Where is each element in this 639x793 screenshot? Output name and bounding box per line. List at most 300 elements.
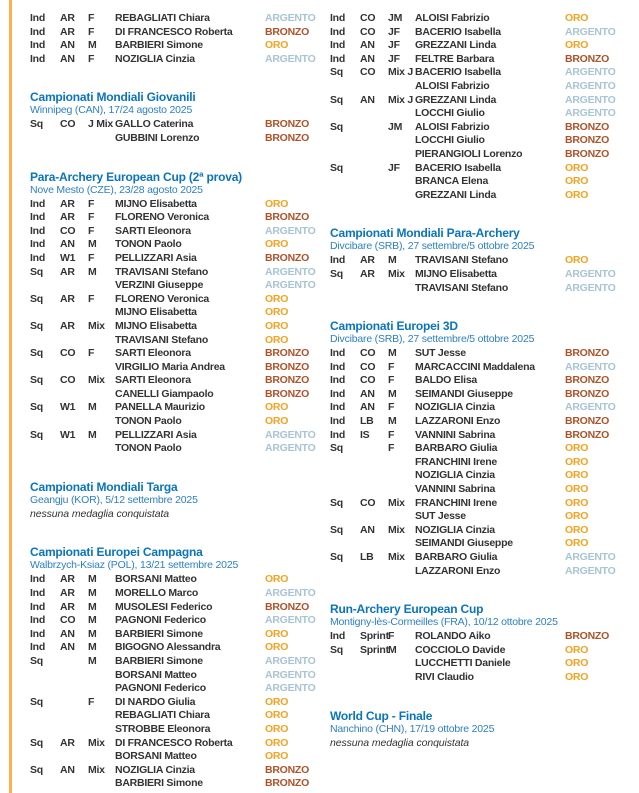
athlete-name: BARBARO Giulia [415,551,498,563]
results-row [330,254,626,268]
row-division: AN [360,401,375,414]
row-class: M [88,238,97,251]
row-class [388,510,415,524]
medal-label: ORO [565,161,589,174]
results-row [330,657,626,671]
results-row [30,198,326,212]
row-type: Ind [30,197,45,210]
medal-label: BRONZO [565,147,609,160]
row-type: Ind [330,428,345,441]
row-type: Sq [330,523,343,536]
row-division: CO [60,347,76,360]
results-row [30,669,326,683]
row-division: LB [360,551,374,563]
results-row [30,764,326,778]
row-class: M [88,614,97,627]
row-class: M [388,415,397,428]
medal-label: ARGENTO [565,564,616,577]
row-type: Ind [330,25,345,38]
row-type: Ind [330,401,345,414]
row-class [88,723,115,737]
row-division [60,669,88,683]
row-division: AN [360,523,375,536]
row-class: Mix [388,496,405,509]
row-type: Ind [330,52,345,65]
results-row [330,66,626,80]
results-row [330,268,626,282]
row-type: Ind [30,238,45,251]
results-row [30,401,326,415]
row-type [30,334,60,348]
row-class: M [388,347,397,360]
row-type: Ind [30,573,45,586]
row-type [330,189,360,203]
athlete-name: BORSANI Matteo [115,573,197,586]
row-division: AN [60,627,75,640]
results-row [30,587,326,601]
row-class: JM [388,120,403,133]
row-type: Ind [330,254,345,267]
row-class: M [88,627,97,640]
row-type: Sq [30,655,43,667]
medal-label: ORO [265,197,289,210]
medal-label: ORO [265,695,289,708]
medal-label: BRONZO [565,347,609,360]
medal-label: BRONZO [265,25,309,38]
medal-label: ORO [565,483,589,496]
row-division [60,361,88,375]
row-type [330,134,360,148]
row-type: Ind [330,415,345,428]
medal-label: ORO [265,415,289,428]
row-type [330,148,360,162]
section-location: Divcibare (SRB), 27 settembre/5 ottobre 2025 [330,240,535,253]
medal-label: BRONZO [265,763,309,776]
row-division [360,657,388,671]
row-class: F [88,12,95,24]
athlete-name: GUBBINI Lorenzo [115,131,200,144]
section-location: Winnipeg (CAN), 17/24 agosto 2025 [30,104,193,117]
athlete-name: BARBIERI Simone [115,627,203,640]
row-class: Mix J [388,93,414,106]
row-division [360,121,388,135]
row-class [88,388,115,402]
medal-label: ARGENTO [265,614,316,627]
row-type: Ind [30,52,45,65]
row-class: Mix [388,267,405,280]
athlete-name: CANELLI Giampaolo [115,387,214,400]
athlete-name: PAGNONI Federico [115,682,206,695]
row-class: JM [388,12,403,24]
results-row [330,537,626,551]
medal-label: BRONZO [565,52,609,65]
row-type [30,279,60,293]
row-type: Sq [30,347,43,360]
row-type [330,469,360,483]
medal-label: BRONZO [265,211,309,224]
athlete-name: MIJNO Elisabetta [115,306,197,319]
event-section [30,90,326,145]
row-type [330,282,360,296]
medal-label: ORO [565,657,589,670]
row-type: Sq [330,66,343,79]
row-division: AR [360,267,375,280]
row-division [360,671,388,685]
section-location: Nove Mesto (CZE), 23/28 agosto 2025 [30,183,203,196]
athlete-name: TONON Paolo [115,238,182,251]
results-row [30,306,326,320]
medal-label: BRONZO [565,134,609,147]
row-class: F [388,428,395,441]
results-row [30,279,326,293]
row-class [88,777,115,791]
row-division: CO [60,118,76,131]
row-division [60,723,88,737]
athlete-name: MIJNO Elisabetta [115,197,197,210]
no-medal-note: nessuna medaglia conquistata [30,507,170,520]
medal-label: ORO [565,496,589,509]
section-location: Geangju (KOR), 5/12 settembre 2025 [30,493,198,506]
section-title: Para-Archery European Cup (2ª prova) [30,169,242,184]
row-type [330,537,360,551]
row-type [30,709,60,723]
row-class [388,565,415,579]
medal-label: ARGENTO [265,279,316,292]
medal-label: BRONZO [265,131,309,144]
results-row [330,134,626,148]
athlete-name: TRAVISANI Stefano [115,265,208,278]
row-type [330,483,360,497]
athlete-name: FLORENO Veronica [115,211,210,224]
results-row [30,252,326,266]
row-division: CO [360,360,376,373]
athlete-name: TRAVISANI Stefano [115,333,208,346]
row-type [330,456,360,470]
results-row [30,211,326,225]
results-row [330,644,626,658]
row-type: Sq [330,496,343,509]
row-type: Sq [330,161,343,174]
athlete-name: DI NARDO Giulia [115,695,196,708]
row-class: F [88,211,95,224]
row-type: Ind [330,630,345,643]
medal-label: ORO [265,750,289,763]
results-row [30,132,326,146]
athlete-name: REBAGLIATI Chiara [115,709,210,722]
row-class: F [88,251,95,264]
athlete-name: BARBIERI Simone [115,39,203,52]
medal-label: ARGENTO [265,265,316,278]
row-class [88,442,115,456]
row-class [388,175,415,189]
medal-label: ORO [565,12,589,24]
row-type [30,442,60,456]
section-title: World Cup - Finale [330,708,433,723]
results-row [30,39,326,53]
row-division [60,696,88,710]
row-division: W1 [60,401,76,414]
row-type: Sq [30,374,43,387]
medal-label: ORO [265,736,289,749]
row-class [388,657,415,671]
row-division: CO [360,496,376,509]
medal-label: BRONZO [265,600,309,613]
results-row [30,361,326,375]
row-type: Sq [30,695,43,708]
section-title: Campionati Mondiali Para-Archery [330,226,520,241]
section-location: Nanchino (CHN), 17/19 ottobre 2025 [330,722,495,735]
athlete-name: MIJNO Elisabetta [115,319,197,332]
row-division: AR [60,12,75,24]
athlete-name: BIGOGNO Alessandra [115,641,221,654]
athlete-name: FRANCHINI Irene [415,455,498,468]
athlete-name: PELLIZZARI Asia [115,251,197,264]
results-row [30,573,326,587]
row-division: AR [60,600,75,613]
row-class: M [388,387,397,400]
medal-label: ARGENTO [565,281,616,294]
section-title: Campionati Mondiali Giovanili [30,90,196,105]
event-section [30,480,326,522]
section-title: Campionati Europei Campagna [30,545,203,560]
athlete-name: SARTI Eleonora [115,224,191,237]
row-class [88,361,115,375]
row-type: Ind [30,224,45,237]
medal-label: ARGENTO [565,79,616,92]
row-division: AR [60,587,75,600]
results-row [30,12,326,26]
results-row [330,148,626,162]
row-type: Sq [330,120,343,133]
row-division: W1 [60,251,76,264]
row-class: JF [388,161,400,174]
athlete-name: SEIMANDI Giuseppe [415,537,513,550]
results-row [330,524,626,538]
row-class: F [388,630,395,643]
athlete-name: STROBBE Eleonora [115,722,211,735]
medal-label: ARGENTO [565,107,616,120]
row-type [30,388,60,402]
athlete-name: ALOISI Fabrizio [415,79,490,92]
medal-label: ORO [565,442,589,455]
row-type [330,510,360,524]
row-type: Ind [30,587,45,600]
row-class: F [88,695,95,708]
row-division: AN [360,93,375,106]
row-type: Sq [330,93,343,106]
medal-label: ORO [265,401,289,414]
results-row [30,53,326,67]
row-class: F [88,25,95,38]
results-row [30,696,326,710]
medal-label: BRONZO [265,374,309,387]
medal-label: ARGENTO [265,52,316,65]
row-division [360,134,388,148]
row-division: LB [360,415,374,428]
event-section [30,545,326,791]
results-row [330,121,626,135]
athlete-name: VANNINI Sabrina [415,483,496,496]
athlete-name: PIERANGIOLI Lorenzo [415,147,523,160]
athlete-name: NOZIGLIA Cinzia [115,52,195,65]
medal-label: ORO [265,709,289,722]
medal-label: BRONZO [265,387,309,400]
row-class: M [88,39,97,52]
athlete-name: RIVI Claudio [415,670,474,683]
row-class: M [88,587,97,600]
medal-label: ORO [565,188,589,201]
athlete-name: SARTI Eleonora [115,374,191,387]
results-row [30,266,326,280]
row-division [360,162,388,176]
row-type: Sq [330,267,343,280]
row-class: J Mix [88,118,114,131]
row-division: AR [60,25,75,38]
row-division [360,510,388,524]
medal-label: ARGENTO [565,93,616,106]
row-class [88,279,115,293]
athlete-name: BACERIO Isabella [415,25,501,38]
row-type [330,175,360,189]
row-class: M [388,643,397,656]
medal-label: ARGENTO [565,551,616,563]
row-division: AN [60,641,75,654]
athlete-name: MARCACCINI Maddalena [415,360,535,373]
row-class [388,456,415,470]
row-class: JF [388,39,400,52]
results-row [330,107,626,121]
row-division: IS [360,428,370,441]
athlete-name: BALDO Elisa [415,374,478,387]
results-row [330,429,626,443]
row-type: Sq [30,292,43,305]
results-row [330,551,626,565]
athlete-name: FRANCHINI Irene [415,496,498,509]
left-accent-line [9,0,12,793]
medal-label: BRONZO [265,777,309,790]
medal-label: ARGENTO [265,587,316,600]
row-division [360,282,388,296]
row-division: Sprint [360,643,389,656]
row-class [388,483,415,497]
row-type [30,132,60,146]
results-row [30,641,326,655]
row-class: M [88,573,97,586]
medal-label: BRONZO [265,118,309,131]
results-row [30,293,326,307]
row-division: Sprint [360,630,389,643]
results-row [330,456,626,470]
results-row [330,189,626,203]
medal-label: BRONZO [265,251,309,264]
row-class: F [388,374,395,387]
athlete-name: TONON Paolo [115,442,182,455]
row-class: M [88,600,97,613]
row-class [388,537,415,551]
medal-label: ORO [265,641,289,654]
athlete-name: NOZIGLIA Cinzia [415,469,495,482]
row-division [360,456,388,470]
row-division: CO [60,224,76,237]
event-section [330,709,626,751]
row-type: Ind [30,600,45,613]
row-type: Ind [30,39,45,52]
row-division: CO [360,12,376,24]
athlete-name: NOZIGLIA Cinzia [415,401,495,414]
section-title: Campionati Mondiali Targa [30,479,178,494]
results-row [330,26,626,40]
row-class [88,132,115,146]
row-division: AR [60,573,75,586]
results-row [330,388,626,402]
row-division: AR [360,254,375,267]
athlete-name: FLORENO Veronica [115,292,210,305]
athlete-name: DI FRANCESCO Roberta [115,25,233,38]
event-section [30,170,326,456]
row-type: Sq [30,118,43,131]
row-class: F [88,52,95,65]
row-class: F [88,292,95,305]
results-row [30,628,326,642]
row-type [30,415,60,429]
medal-label: ORO [565,455,589,468]
row-type [30,750,60,764]
results-row [30,723,326,737]
athlete-name: BORSANI Matteo [115,750,197,763]
results-row [330,94,626,108]
row-class: F [88,197,95,210]
medal-label: ORO [565,175,589,188]
results-row [330,53,626,67]
row-class: M [88,641,97,654]
medal-label: ARGENTO [265,682,316,695]
athlete-name: LOCCHI Giulio [415,134,485,147]
row-class [388,148,415,162]
results-row [30,682,326,696]
athlete-name: TRAVISANI Stefano [415,281,508,294]
results-row [330,282,626,296]
row-division: AR [60,197,75,210]
row-division: CO [360,374,376,387]
row-division: AR [60,292,75,305]
athlete-name: SARTI Eleonora [115,347,191,360]
medal-label: ORO [265,306,289,319]
row-division: AR [60,736,75,749]
athlete-name: MIJNO Elisabetta [415,267,497,280]
row-division [360,148,388,162]
row-type [30,777,60,791]
medal-label: ORO [565,39,589,52]
results-row [30,429,326,443]
row-division: W1 [60,428,76,441]
medal-label: ARGENTO [565,25,616,38]
medal-label: ARGENTO [265,428,316,441]
row-division: AR [60,265,75,278]
row-division [60,709,88,723]
medal-label: ORO [265,39,289,52]
medal-label: BRONZO [265,347,309,360]
row-class [88,682,115,696]
medal-label: ARGENTO [265,655,316,667]
row-class: JF [388,52,400,65]
athlete-name: LOCCHI Giulio [415,107,485,120]
athlete-name: TONON Paolo [115,415,182,428]
medal-label: ORO [565,523,589,536]
row-division [60,279,88,293]
row-division [60,132,88,146]
athlete-name: VIRGILIO Maria Andrea [115,360,225,373]
medal-label: ARGENTO [265,12,316,24]
